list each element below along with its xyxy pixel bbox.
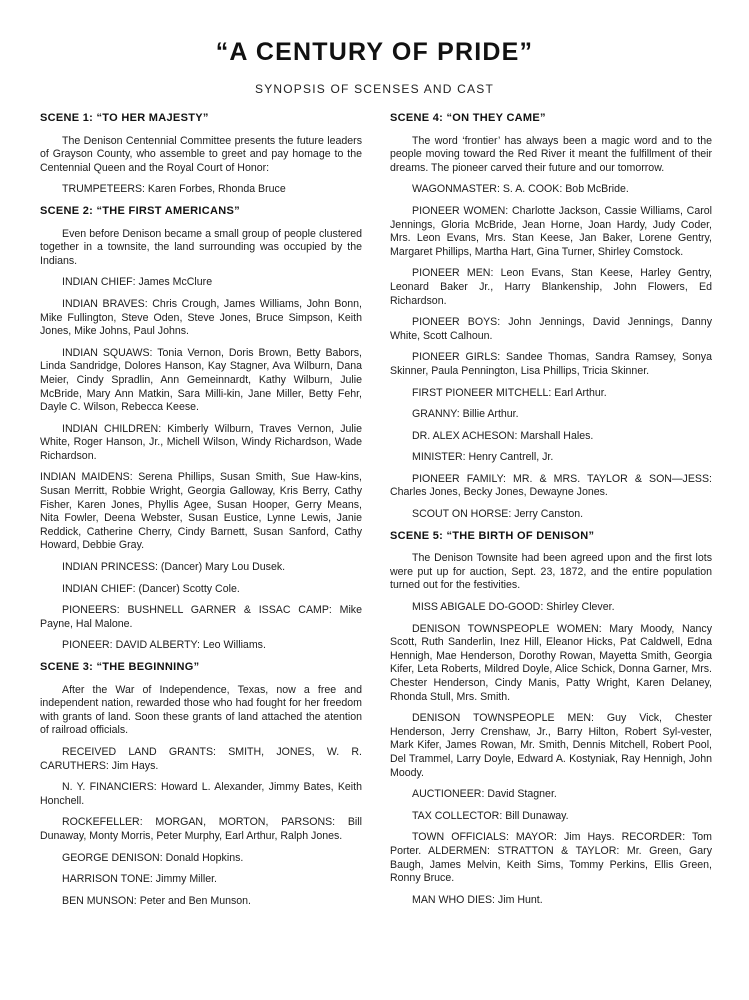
cast-entry: TOWN OFFICIALS: MAYOR: Jim Hays. RECORDER: Tom Porter. ALDERMEN: STRATTON & TAYLOR: Mr. Green, Gary Baugh, James Melvin, Keith Sims, Tommy Perkins, Ellis Green, Ronny Bruce. xyxy=(390,831,712,885)
cast-entry: PIONEER GIRLS: Sandee Thomas, Sandra Ramsey, Sonya Skinner, Paula Pennington, Lisa Phillips, Tricia Skinner. xyxy=(390,351,712,377)
left-column xyxy=(40,112,362,916)
cast-entry: DENISON TOWNSPEOPLE MEN: Guy Vick, Chester Henderson, Jerry Crenshaw, Jr., Barry Hilton, Robert Syl-vester, Mark Kifer, James Rowan, Mr. Smith, Dennis Mitchell, Robert Pool, Del Trammel, Larry Doyle, Edward A. Kostyniak, Ray Hennigh, John Moody. xyxy=(390,712,712,779)
cast-entry: WAGONMASTER: S. A. COOK: Bob McBride. xyxy=(412,183,629,196)
cast-entry: PIONEER WOMEN: Charlotte Jackson, Cassie Williams, Carol Jennings, Gloria McBride, Jean Horne, Joan Hardy, Judy Coder, Mrs. Leon Evans, Mrs. Stan Keese, Jan Baker, Lorene Gentry, Margaret Phillips, Martha Hart, Gina Turner, Shirley Comstock. xyxy=(390,204,712,258)
cast-entry: PIONEER: DAVID ALBERTY: Leo Williams. xyxy=(62,639,266,652)
scene-heading: SCENE 1: “TO HER MAJESTY” xyxy=(40,112,209,124)
cast-entry: PIONEER MEN: Leon Evans, Stan Keese, Harley Gentry, Leonard Baker Jr., Harry Blankenship, John Flowers, Ed Richardson. xyxy=(390,267,712,307)
scene-heading: SCENE 4: “ON THEY CAME” xyxy=(390,112,546,124)
cast-entry: ROCKEFELLER: MORGAN, MORTON, PARSONS: Bill Dunaway, Monty Morris, Peter Murphy, Earl Arthur, Ralph Jones. xyxy=(40,816,362,842)
scene-synopsis: Even before Denison became a small group of people clustered together in a townsite, the land surrounding was occupied by the Indians. xyxy=(40,227,362,267)
scene-5 xyxy=(390,530,712,908)
cast-entry: HARRISON TONE: Jimmy Miller. xyxy=(62,873,217,886)
cast-entry: INDIAN CHIEF: James McClure xyxy=(62,276,213,289)
cast-entry: MINISTER: Henry Cantrell, Jr. xyxy=(412,451,554,464)
scene-4 xyxy=(390,112,712,522)
page-title: “A CENTURY OF PRIDE” xyxy=(215,38,534,66)
cast-entry: MISS ABIGALE DO-GOOD: Shirley Clever. xyxy=(412,601,615,614)
scene-2 xyxy=(40,205,362,653)
scene-synopsis: The Denison Centennial Committee presents the future leaders of Grayson County, who assemble to greet and pay homage to the Centennial Queen and the Royal Court of Honor: xyxy=(40,134,362,174)
right-column xyxy=(390,112,712,915)
scene-synopsis: The Denison Townsite had been agreed upon and the first lots were put up for auction, Sept. 23, 1872, and the entire population turned out for the festivities. xyxy=(390,552,712,592)
cast-entry: SCOUT ON HORSE: Jerry Canston. xyxy=(412,508,584,521)
scene-3 xyxy=(40,661,362,908)
page-subtitle: SYNOPSIS OF SCENSES AND CAST xyxy=(255,82,494,96)
cast-entry: INDIAN PRINCESS: (Dancer) Mary Lou Dusek. xyxy=(62,561,286,574)
cast-entry: PIONEERS: BUSHNELL GARNER & ISSAC CAMP: Mike Payne, Hal Malone. xyxy=(40,604,362,630)
cast-entry: TRUMPETEERS: Karen Forbes, Rhonda Bruce xyxy=(62,183,286,196)
scene-heading: SCENE 3: “THE BEGINNING” xyxy=(40,661,200,673)
cast-entry: AUCTIONEER: David Stagner. xyxy=(412,788,557,801)
scene-heading: SCENE 5: “THE BIRTH OF DENISON” xyxy=(390,529,595,542)
cast-entry: GRANNY: Billie Arthur. xyxy=(412,408,519,421)
cast-entry: PIONEER FAMILY: MR. & MRS. TAYLOR & SON—JESS: Charles Jones, Becky Jones, Dewayne Jones. xyxy=(390,472,712,499)
cast-entry: INDIAN MAIDENS: Serena Phillips, Susan Smith, Sue Haw-kins, Susan Merritt, Robbie Wright, Georgia Galloway, Kris Berry, Cathy Fisher, Karen Jones, Phyllis Agee, Susan Hooper, Gerry Means, Nita Fowler, Deena Webster, Susan Eustice, Lynne Lewis, Janie Reddick, Catherine Cherry, Cindy Barnett, Susan Sanford, Cathy Howard, Debbie Gray. xyxy=(40,471,362,552)
cast-entry: TAX COLLECTOR: Bill Dunaway. xyxy=(412,809,569,822)
cast-entry: N. Y. FINANCIERS: Howard L. Alexander, Jimmy Bates, Keith Honchell. xyxy=(40,781,362,807)
scene-synopsis: After the War of Independence, Texas, now a free and independent nation, rewarded those who had fought for her freedom with grants of land. Soon these grants of land attached the atention of railroad officials. xyxy=(40,683,362,737)
scene-1 xyxy=(40,112,362,197)
scene-synopsis: The word ‘frontier’ has always been a magic word and to the people moving toward the Red River it meant the fulfillment of their dreams. The pioneer carved their future and our tomorrow. xyxy=(390,134,712,174)
cast-entry: GEORGE DENISON: Donald Hopkins. xyxy=(62,851,244,864)
cast-entry: INDIAN CHILDREN: Kimberly Wilburn, Traves Vernon, Julie White, Roger Hanson, Jr., Michell Wilson, Windy Richardson, Wade Richardson. xyxy=(40,422,362,462)
cast-entry: BEN MUNSON: Peter and Ben Munson. xyxy=(62,894,252,907)
cast-entry: MAN WHO DIES: Jim Hunt. xyxy=(412,893,543,906)
cast-entry: DR. ALEX ACHESON: Marshall Hales. xyxy=(412,429,594,442)
cast-entry: INDIAN SQUAWS: Tonia Vernon, Doris Brown, Betty Babors, Linda Sandridge, Dolores Hanson, Kay Stagner, Ava Wilburn, Dana Meier, Cindy Spradlin, Ann Gemeinnardt, Kathy Wilburn, Julie McBride, Mary Ann Matkin, Sara Milli-kin, Jane Miller, Betty Fehr, Dayle C. Wilson, Rebecca Keese. xyxy=(40,346,362,414)
cast-entry: PIONEER BOYS: John Jennings, David Jennings, Danny White, Scott Calhoun. xyxy=(390,316,712,342)
cast-entry: INDIAN BRAVES: Chris Crough, James Williams, John Bonn, Mike Fullington, Steve Oden, Steve Jones, Bruce Simpson, Keith Jones, Mike Johns, Paul Johns. xyxy=(40,297,362,338)
scene-heading: SCENE 2: “THE FIRST AMERICANS” xyxy=(40,204,240,217)
cast-entry: DENISON TOWNSPEOPLE WOMEN: Mary Moody, Nancy Scott, Ruth Sanderlin, Inez Hill, Eleanor Hicks, Pat Caldwell, Edna Hennigh, Mae Henderson, Dorothy Rowan, Mayetta Smith, Georgia Kifer, Leta Roberts, Mildred Doyle, Alice Schick, Donna Garner, Mrs. Chester Henderson, Cindy Manis, Patty Wright, Karen Delaney, Rhonda Stull, Mrs. Smith. xyxy=(390,622,712,703)
cast-entry: RECEIVED LAND GRANTS: SMITH, JONES, W. R. CARUTHERS: Jim Hays. xyxy=(40,745,362,772)
cast-entry: INDIAN CHIEF: (Dancer) Scotty Cole. xyxy=(62,582,240,595)
cast-entry: FIRST PIONEER MITCHELL: Earl Arthur. xyxy=(412,386,607,399)
